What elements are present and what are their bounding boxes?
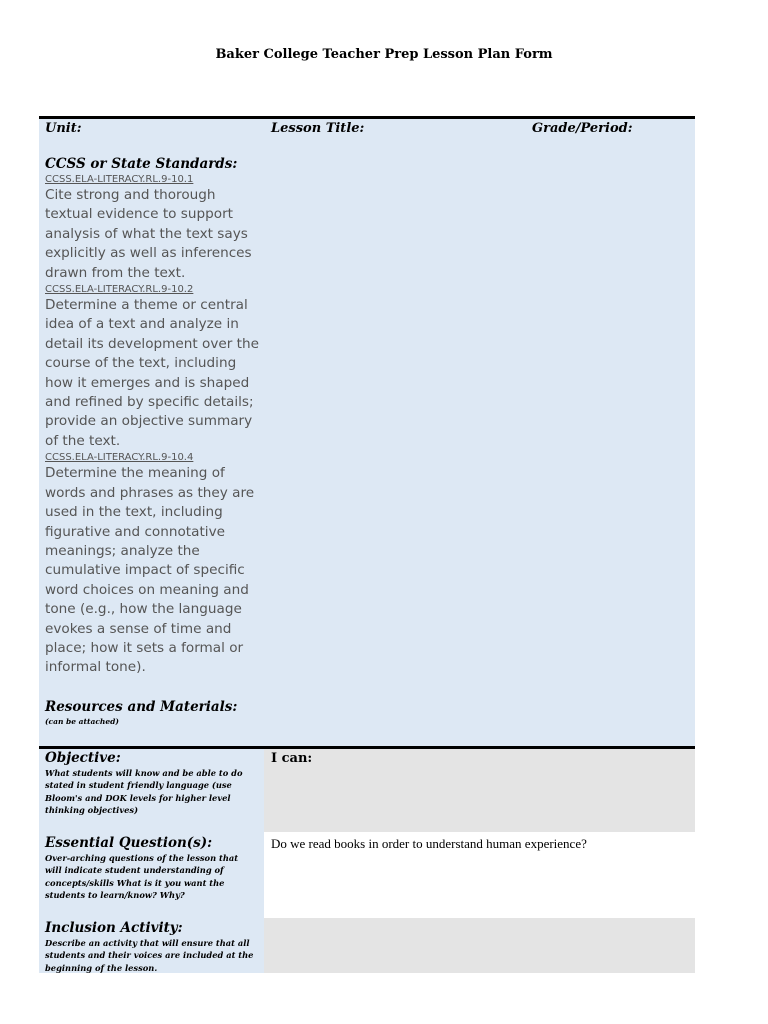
essential-question-answer: Do we read books in order to understand human experience?	[271, 836, 587, 851]
lesson-title-label: Lesson Title:	[271, 121, 365, 136]
unit-label: Unit:	[45, 121, 82, 136]
inclusion-activity-description: Describe an activity that will ensure that all students and their voices are included at the beginning of the lesson.	[45, 938, 254, 973]
standard-code-link[interactable]: CCSS.ELA-LITERACY.RL.9-10.1	[45, 174, 194, 185]
objective-description: What students will know and be able to do stated in student friendly language (use Bloom's and DOK levels for higher level thinking objectives)	[45, 768, 243, 815]
i-can-label: I can:	[271, 751, 313, 766]
form-title: Baker College Teacher Prep Lesson Plan Form	[215, 47, 553, 62]
standards-list	[45, 173, 261, 678]
grade-period-label: Grade/Period:	[532, 121, 633, 136]
inclusion-activity-heading: Inclusion Activity:	[45, 920, 183, 936]
standard-text: Determine the meaning of words and phrases as they are used in the text, including figurative and connotative meanings; analyze the cumulative impact of specific word choices on meaning and tone (e.g., how the language evokes a sense of time and place; how it sets a formal or informal tone).	[45, 465, 255, 676]
essential-questions-heading: Essential Question(s):	[45, 835, 213, 851]
standards-heading: CCSS or State Standards:	[45, 156, 238, 172]
resources-note: (can be attached)	[45, 717, 119, 726]
essential-questions-description: Over-arching questions of the lesson that will indicate student understanding of concepts/skills What is it you want the students to learn/know? Why?	[45, 853, 239, 900]
standard-text: Determine a theme or central idea of a text and analyze in detail its development over the course of the text, including how it emerges and is shaped and refined by specific details; provide an objective summary of the text.	[45, 297, 259, 449]
objective-heading: Objective:	[45, 750, 121, 766]
standard-text: Cite strong and thorough textual evidence to support analysis of what the text says explicitly as well as inferences drawn from the text.	[45, 187, 252, 281]
objective-answer-cell[interactable]	[264, 749, 695, 832]
inclusion-activity-answer-cell[interactable]	[264, 918, 695, 973]
resources-heading: Resources and Materials:	[45, 699, 238, 715]
standard-code-link[interactable]: CCSS.ELA-LITERACY.RL.9-10.4	[45, 452, 194, 464]
standard-code-link[interactable]: CCSS.ELA-LITERACY.RL.9-10.2	[45, 284, 194, 296]
